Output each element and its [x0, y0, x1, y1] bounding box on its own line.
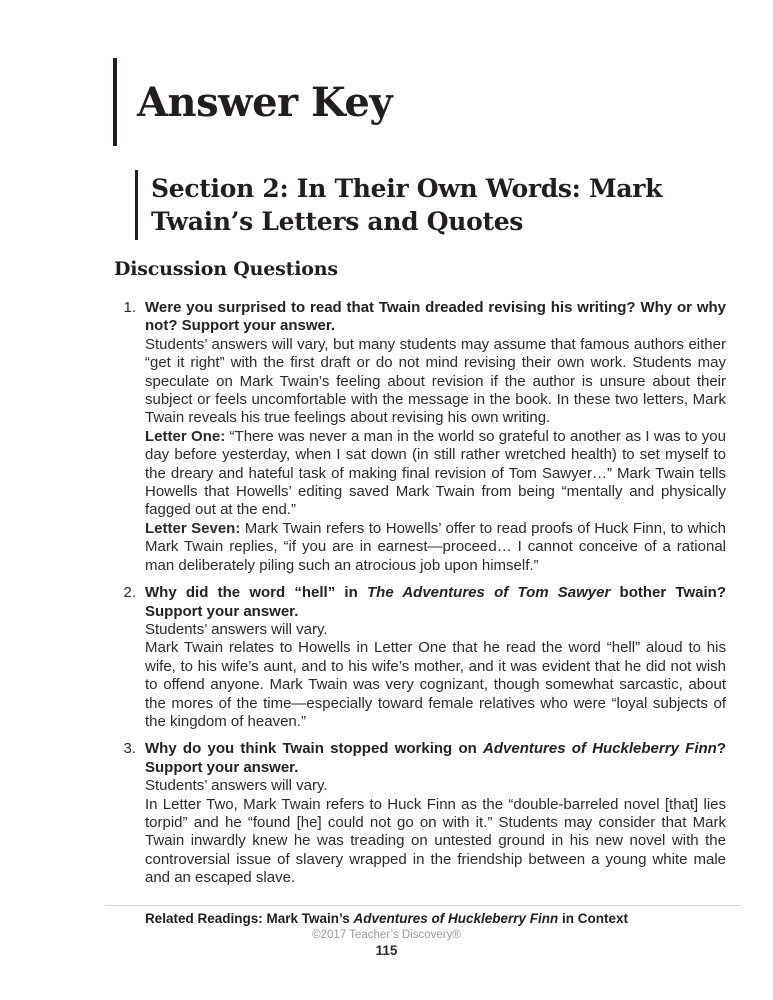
text-segment: Mark Twain refers to Howells’ offer to read proofs of Huck Finn, to which Mark Twain replies, “if you are in earnest—proceed… I cannot conceive of a rational man deliberately piling such an atrocious job upon himself.” [145, 519, 727, 574]
answer-paragraph [145, 428, 726, 520]
question-item [114, 740, 726, 887]
text-segment: Letter One: [145, 427, 230, 445]
question-number: 1. [123, 299, 136, 316]
text-segment: Mark Twain relates to Howells in Letter One that he read the word “hell” aloud to his wife, to his wife’s aunt, and to his wife’s mother, and it was evident that he did not wish to offend anyone. Mark Twain was very cognizant, though somewhat sarcastic, about the mores of the time—especially toward female relatives who were “loyal subjects of the kingdom of heaven.” [145, 639, 726, 730]
question-body [145, 740, 726, 887]
text-segment: Students’ answers will vary, but many students may assume that famous authors either “get it right” with the first draft or do not mind revising their own work. Students may speculate on Mark Twain’s feeling about revision if the author is unsure about their subject or feels uncomfortable with the message in the book. In these two letters, Mark Twain reveals his true feelings about revising his own writing. [145, 335, 726, 427]
answer-paragraph [145, 796, 726, 888]
text-segment: The Adventures of Tom Sawyer [367, 584, 611, 602]
footer-related-readings [0, 910, 773, 927]
text-segment: Adventures of Huckleberry Finn [353, 911, 559, 926]
section-heading-block [135, 170, 696, 240]
section-heading: Section 2: In Their Own Words: Mark Twain’s Letters and Quotes [151, 174, 663, 236]
text-segment: Related Readings: Mark Twain’s [144, 911, 354, 926]
page-number: 115 [375, 943, 398, 958]
answer-paragraph [145, 621, 726, 639]
text-segment: bother Twain? Support your answer. [145, 584, 726, 620]
text-segment: Letter Seven: [145, 519, 245, 537]
question-number: 2. [123, 584, 136, 602]
question-body [145, 299, 726, 575]
page-title: Answer Key [137, 78, 393, 126]
text-segment: Why do you think Twain stopped working on [145, 740, 484, 758]
question-prompt [145, 584, 726, 621]
text-segment: in Context [558, 911, 629, 926]
text-segment: In Letter Two, Mark Twain refers to Huck Finn as the “double-barreled novel [that] lies torpid” and he “found [he] could not go on with it.” Students may consider that Mark Twain inwardly knew he was treading on untested ground in his new novel with the controversial issue of slavery wrapped in the friendship between a young white male and an escaped slave. [145, 795, 726, 887]
footer-divider [105, 905, 740, 906]
text-segment: “There was never a man in the world so grateful to another as I was to you day before yesterday, when I sat down (in still rather wretched health) to set myself to the dreary and hateful task of making final revision of Tom Sawyer…” Mark Twain tells Howells that Howells’ editing saved Mark Twain from being “mentally and physically fagged out at the end.” [145, 427, 726, 519]
answer-paragraph [145, 777, 726, 795]
answer-paragraph [145, 520, 726, 575]
questions-list [114, 299, 726, 888]
question-prompt [145, 740, 726, 777]
text-segment: ? Support your answer. [145, 740, 726, 776]
page-footer [0, 910, 773, 959]
question-prompt [145, 299, 726, 336]
question-item [114, 299, 726, 575]
text-segment: Adventures of Huckleberry Finn [483, 740, 717, 758]
question-item [114, 584, 726, 731]
discussion-questions-heading: Discussion Questions [114, 258, 338, 280]
question-body [145, 584, 726, 731]
text-segment: Why did the word “hell” in [145, 584, 367, 602]
text-segment: Were you surprised to read that Twain dreaded revising his writing? Why or why not? Support your answer. [145, 299, 726, 335]
question-number: 3. [123, 740, 136, 758]
text-segment: Students’ answers will vary. [145, 620, 328, 638]
footer-copyright: ©2017 Teacher’s Discovery® [312, 929, 461, 941]
answer-paragraph [145, 639, 726, 731]
text-segment: Students’ answers will vary. [145, 777, 328, 795]
answer-paragraph [145, 336, 726, 428]
answer-key-title-block [113, 58, 392, 146]
